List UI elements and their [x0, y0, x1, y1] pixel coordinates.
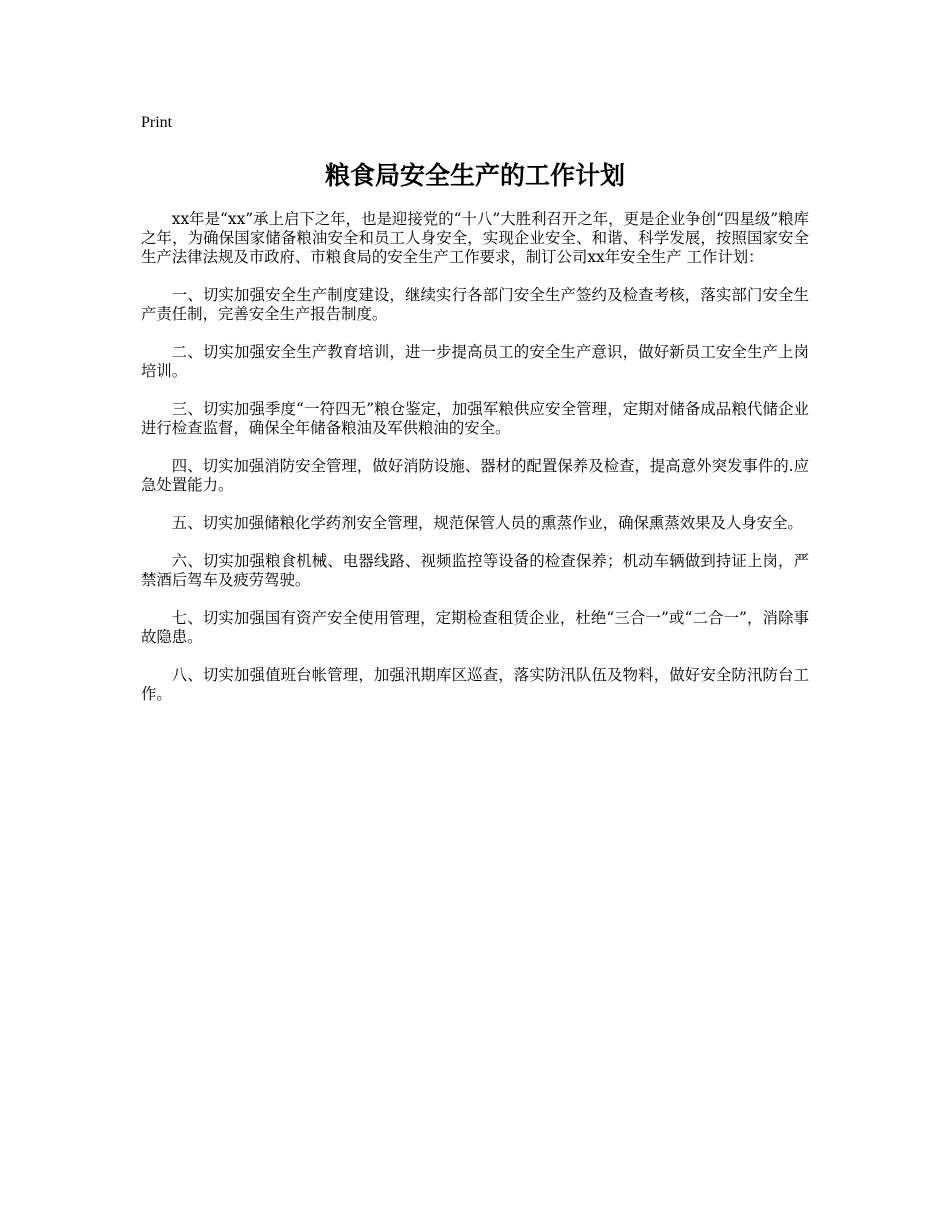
print-label: Print	[141, 114, 173, 131]
paragraph-item-8: 八、切实加强值班台帐管理，加强汛期库区巡查，落实防汛队伍及物料，做好安全防汛防台工作。	[141, 666, 809, 703]
paragraph-item-3: 三、切实加强季度“一符四无”粮仓鉴定，加强军粮供应安全管理，定期对储备成品粮代储企业进行检查监督，确保全年储备粮油及军供粮油的安全。	[141, 400, 809, 437]
paragraph-item-7: 七、切实加强国有资产安全使用管理，定期检查租赁企业，杜绝“三合一”或“二合一”，消除事故隐患。	[141, 609, 809, 646]
paragraph-item-4: 四、切实加强消防安全管理，做好消防设施、器材的配置保养及检查，提高意外突发事件的.应急处置能力。	[141, 457, 809, 494]
paragraph-intro: xx年是“xx”承上启下之年，也是迎接党的“十八”大胜利召开之年，更是企业争创“四星级”粮库之年，为确保国家储备粮油安全和员工人身安全，实现企业安全、和谐、科学发展，按照国家安全生产法律法规及市政府、市粮食局的安全生产工作要求，制订公司xx年安全生产 工作计划：	[141, 210, 809, 266]
document-title: 粮食局安全生产的工作计划	[324, 161, 625, 190]
paragraph-item-6: 六、切实加强粮食机械、电器线路、视频监控等设备的检查保养；机动车辆做到持证上岗，严禁酒后驾车及疲劳驾驶。	[141, 552, 809, 589]
paragraph-item-5: 五、切实加强储粮化学药剂安全管理，规范保管人员的熏蒸作业，确保熏蒸效果及人身安全。	[171, 514, 803, 532]
paragraph-item-2: 二、切实加强安全生产教育培训，进一步提高员工的安全生产意识，做好新员工安全生产上岗培训。	[141, 343, 809, 380]
paragraph-item-1: 一、切实加强安全生产制度建设，继续实行各部门安全生产签约及检查考核，落实部门安全生产责任制，完善安全生产报告制度。	[141, 286, 809, 323]
document-body	[141, 210, 809, 723]
